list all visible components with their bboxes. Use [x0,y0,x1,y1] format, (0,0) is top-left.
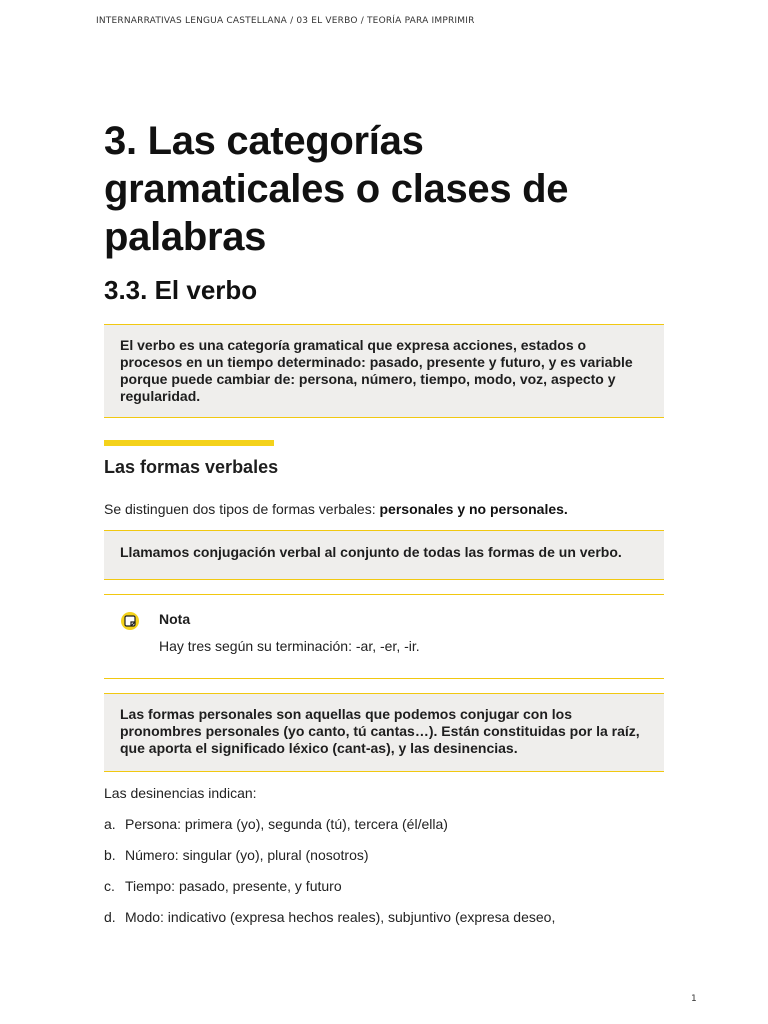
running-header: INTERNARRATIVAS LENGUA CASTELLANA / 03 EL VERBO / TEORÍA PARA IMPRIMIR [96,16,475,26]
list-marker: c. [104,878,115,894]
list-item [104,815,664,833]
intro-text: Se distinguen dos tipos de formas verbales: [104,501,380,517]
intro-bold-text: personales y no personales. [379,501,568,517]
desinencias-intro: Las desinencias indican: [104,785,257,801]
note-icon [120,611,140,631]
subsection-title: Las formas verbales [104,457,279,477]
list-item-text: Modo: indicativo (expresa hechos reales), subjuntivo (expresa deseo, [125,909,556,925]
list-item [104,846,664,864]
list-item-text: Número: singular (yo), plural (nosotros) [125,847,369,863]
page-content [104,117,664,939]
personal-forms-callout: Las formas personales son aquellas que podemos conjugar con los pronombres personales (yo canto, tú cantas…). Están constituidas por la raíz, que aporta el significado léxico (cant-as), y las desinencias. [104,693,664,772]
note-text: Hay tres según su terminación: -ar, -er, -ir. [159,638,420,654]
list-marker: a. [104,816,116,832]
list-item [104,877,664,895]
note-title: Nota [159,611,191,627]
section-title: 3.3. El verbo [104,275,258,305]
list-marker: d. [104,909,116,925]
verb-definition-callout: El verbo es una categoría gramatical que expresa acciones, estados o procesos en un tiempo determinado: pasado, presente y futuro, y es variable porque puede cambiar de: persona, número, tiempo, modo, voz, aspecto y regularidad. [104,324,664,418]
page-title: 3. Las categorías gramaticales o clases de palabras [104,119,569,259]
desinencias-list [104,815,664,926]
section-divider [104,440,274,446]
page-number: 1 [691,994,697,1004]
note-box [104,594,664,679]
list-marker: b. [104,847,116,863]
list-item [104,908,664,926]
conjugation-callout: Llamamos conjugación verbal al conjunto de todas las formas de un verbo. [104,530,664,580]
list-item-text: Tiempo: pasado, presente, y futuro [125,878,342,894]
list-item-text: Persona: primera (yo), segunda (tú), tercera (él/ella) [125,816,448,832]
intro-paragraph [104,500,664,518]
